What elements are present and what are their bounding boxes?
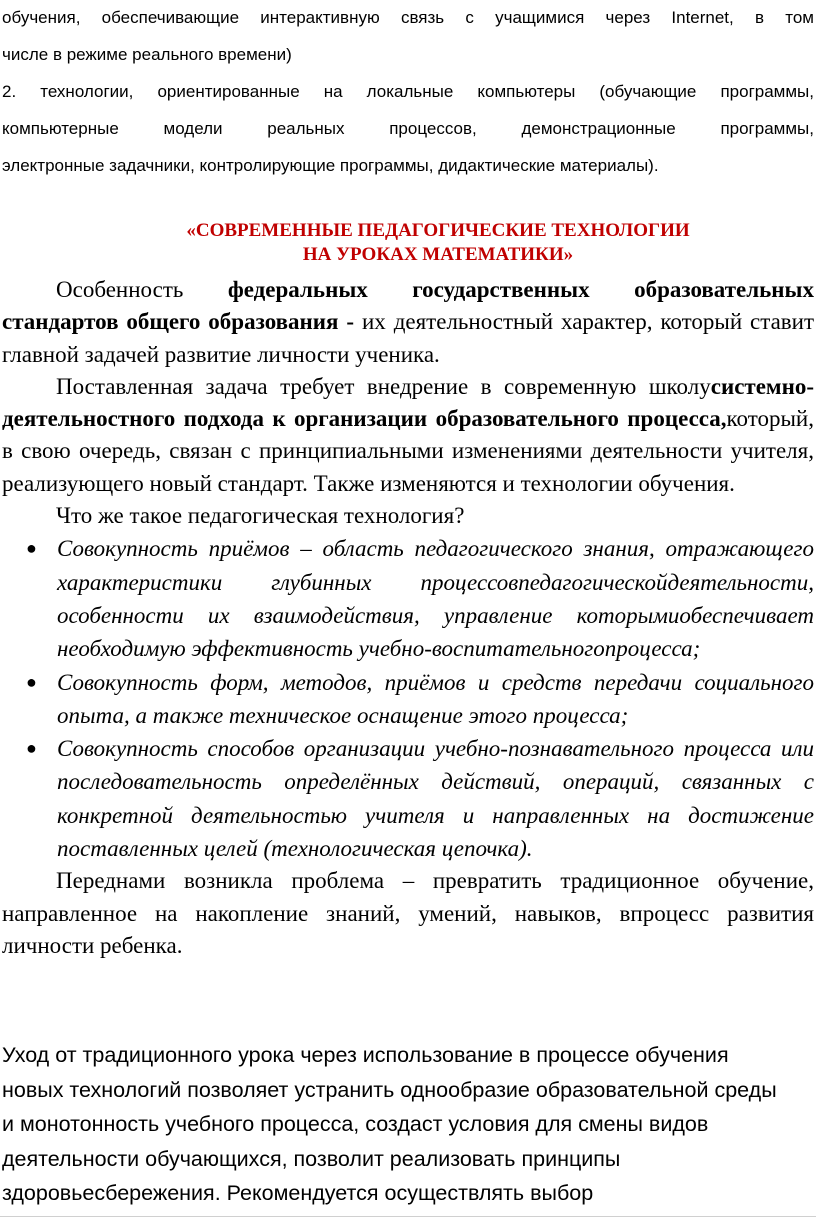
definition-list bbox=[0, 532, 816, 865]
question-line: Что же такое педагогическая технология? bbox=[56, 503, 465, 529]
intro-item2-line-1: 2. технологии, ориентированные на локальные компьютеры (обучающие программы, bbox=[2, 82, 814, 101]
page-bottom-rule bbox=[0, 1216, 816, 1217]
intro-item2-line-2: компьютерные модели реальных процессов, демонстрационные программы, bbox=[2, 119, 814, 138]
definition-item: ● Совокупность способов организации учебно-познавательного процесса или последовательность определённых действий, операций, связанных с конкретной деятельностью учителя и направленных на достижение поставленных целей (технологическая цепочка). bbox=[0, 732, 816, 865]
paragraph-approach: Поставленная задача требует внедрение в современную школусистемно-деятельностного подхода к организации образовательного процесса,который, в свою очередь, связан с принципиальными изменениями деятельности учителя, реализующего новый стандарт. Также изменяются и технологии обучения. bbox=[2, 373, 814, 496]
intro-line-2: числе в режиме реального времени) bbox=[2, 45, 292, 64]
paragraph-standards: Особенность федеральных государственных образовательных стандартов общего образования - их деятельностный характер, который ставит главной задачей развитие личности ученика. bbox=[2, 277, 815, 367]
definition-item: ● Совокупность форм, методов, приёмов и средств передачи социального опыта, а также техническое оснащение этого процесса; bbox=[0, 666, 816, 733]
closing-paragraph bbox=[0, 1038, 816, 1211]
closing-line-2: новых технологий позволяет устранить однообразие образовательной среды bbox=[2, 1077, 777, 1102]
standards-emphasis: федеральных государственных образовательных стандартов общего образования - bbox=[2, 277, 814, 335]
closing-line-4: деятельности обучающихся, позволит реализовать принципы bbox=[2, 1146, 621, 1171]
closing-line-5: здоровьесбережения. Рекомендуется осуществлять выбор bbox=[2, 1181, 594, 1205]
intro-item2-line-3: электронные задачники, контролирующие программы, дидактические материалы). bbox=[2, 156, 659, 175]
title-line-1: «СОВРЕМЕННЫЕ ПЕДАГОГИЧЕСКИЕ ТЕХНОЛОГИИ bbox=[186, 220, 690, 241]
definition-item: ● Совокупность приёмов – область педагогического знания, отражающего характеристики глубинных процессовпедагогическойдеятельности, особенности их взаимодействия, управление которымиобеспечивает необходимую эффективность учебно-воспитательногопроцесса; bbox=[0, 532, 816, 665]
intro-line-1: обучения, обеспечивающие интерактивную связь с учащимися через Internet, в том bbox=[2, 8, 814, 27]
intro-block bbox=[0, 0, 816, 184]
section-title bbox=[0, 219, 816, 267]
bullet-icon: ● bbox=[26, 538, 37, 559]
main-body bbox=[0, 274, 816, 962]
paragraph-problem: Переднами возникла проблема – превратить традиционное обучение, направленное на накопление знаний, умений, навыков, впроцесс развития личности ребенка. bbox=[2, 868, 814, 958]
bullet-icon: ● bbox=[26, 738, 37, 759]
bullet-icon: ● bbox=[26, 671, 37, 692]
closing-line-3: и монотонность учебного процесса, создаст условия для смены видов bbox=[2, 1112, 709, 1136]
title-line-2: НА УРОКАХ МАТЕМАТИКИ» bbox=[302, 244, 574, 265]
closing-line-1: Уход от традиционного урока через использование в процессе обучения bbox=[2, 1043, 729, 1067]
approach-emphasis: системно-деятельностного подхода к организации образовательного процесса, bbox=[2, 373, 814, 432]
